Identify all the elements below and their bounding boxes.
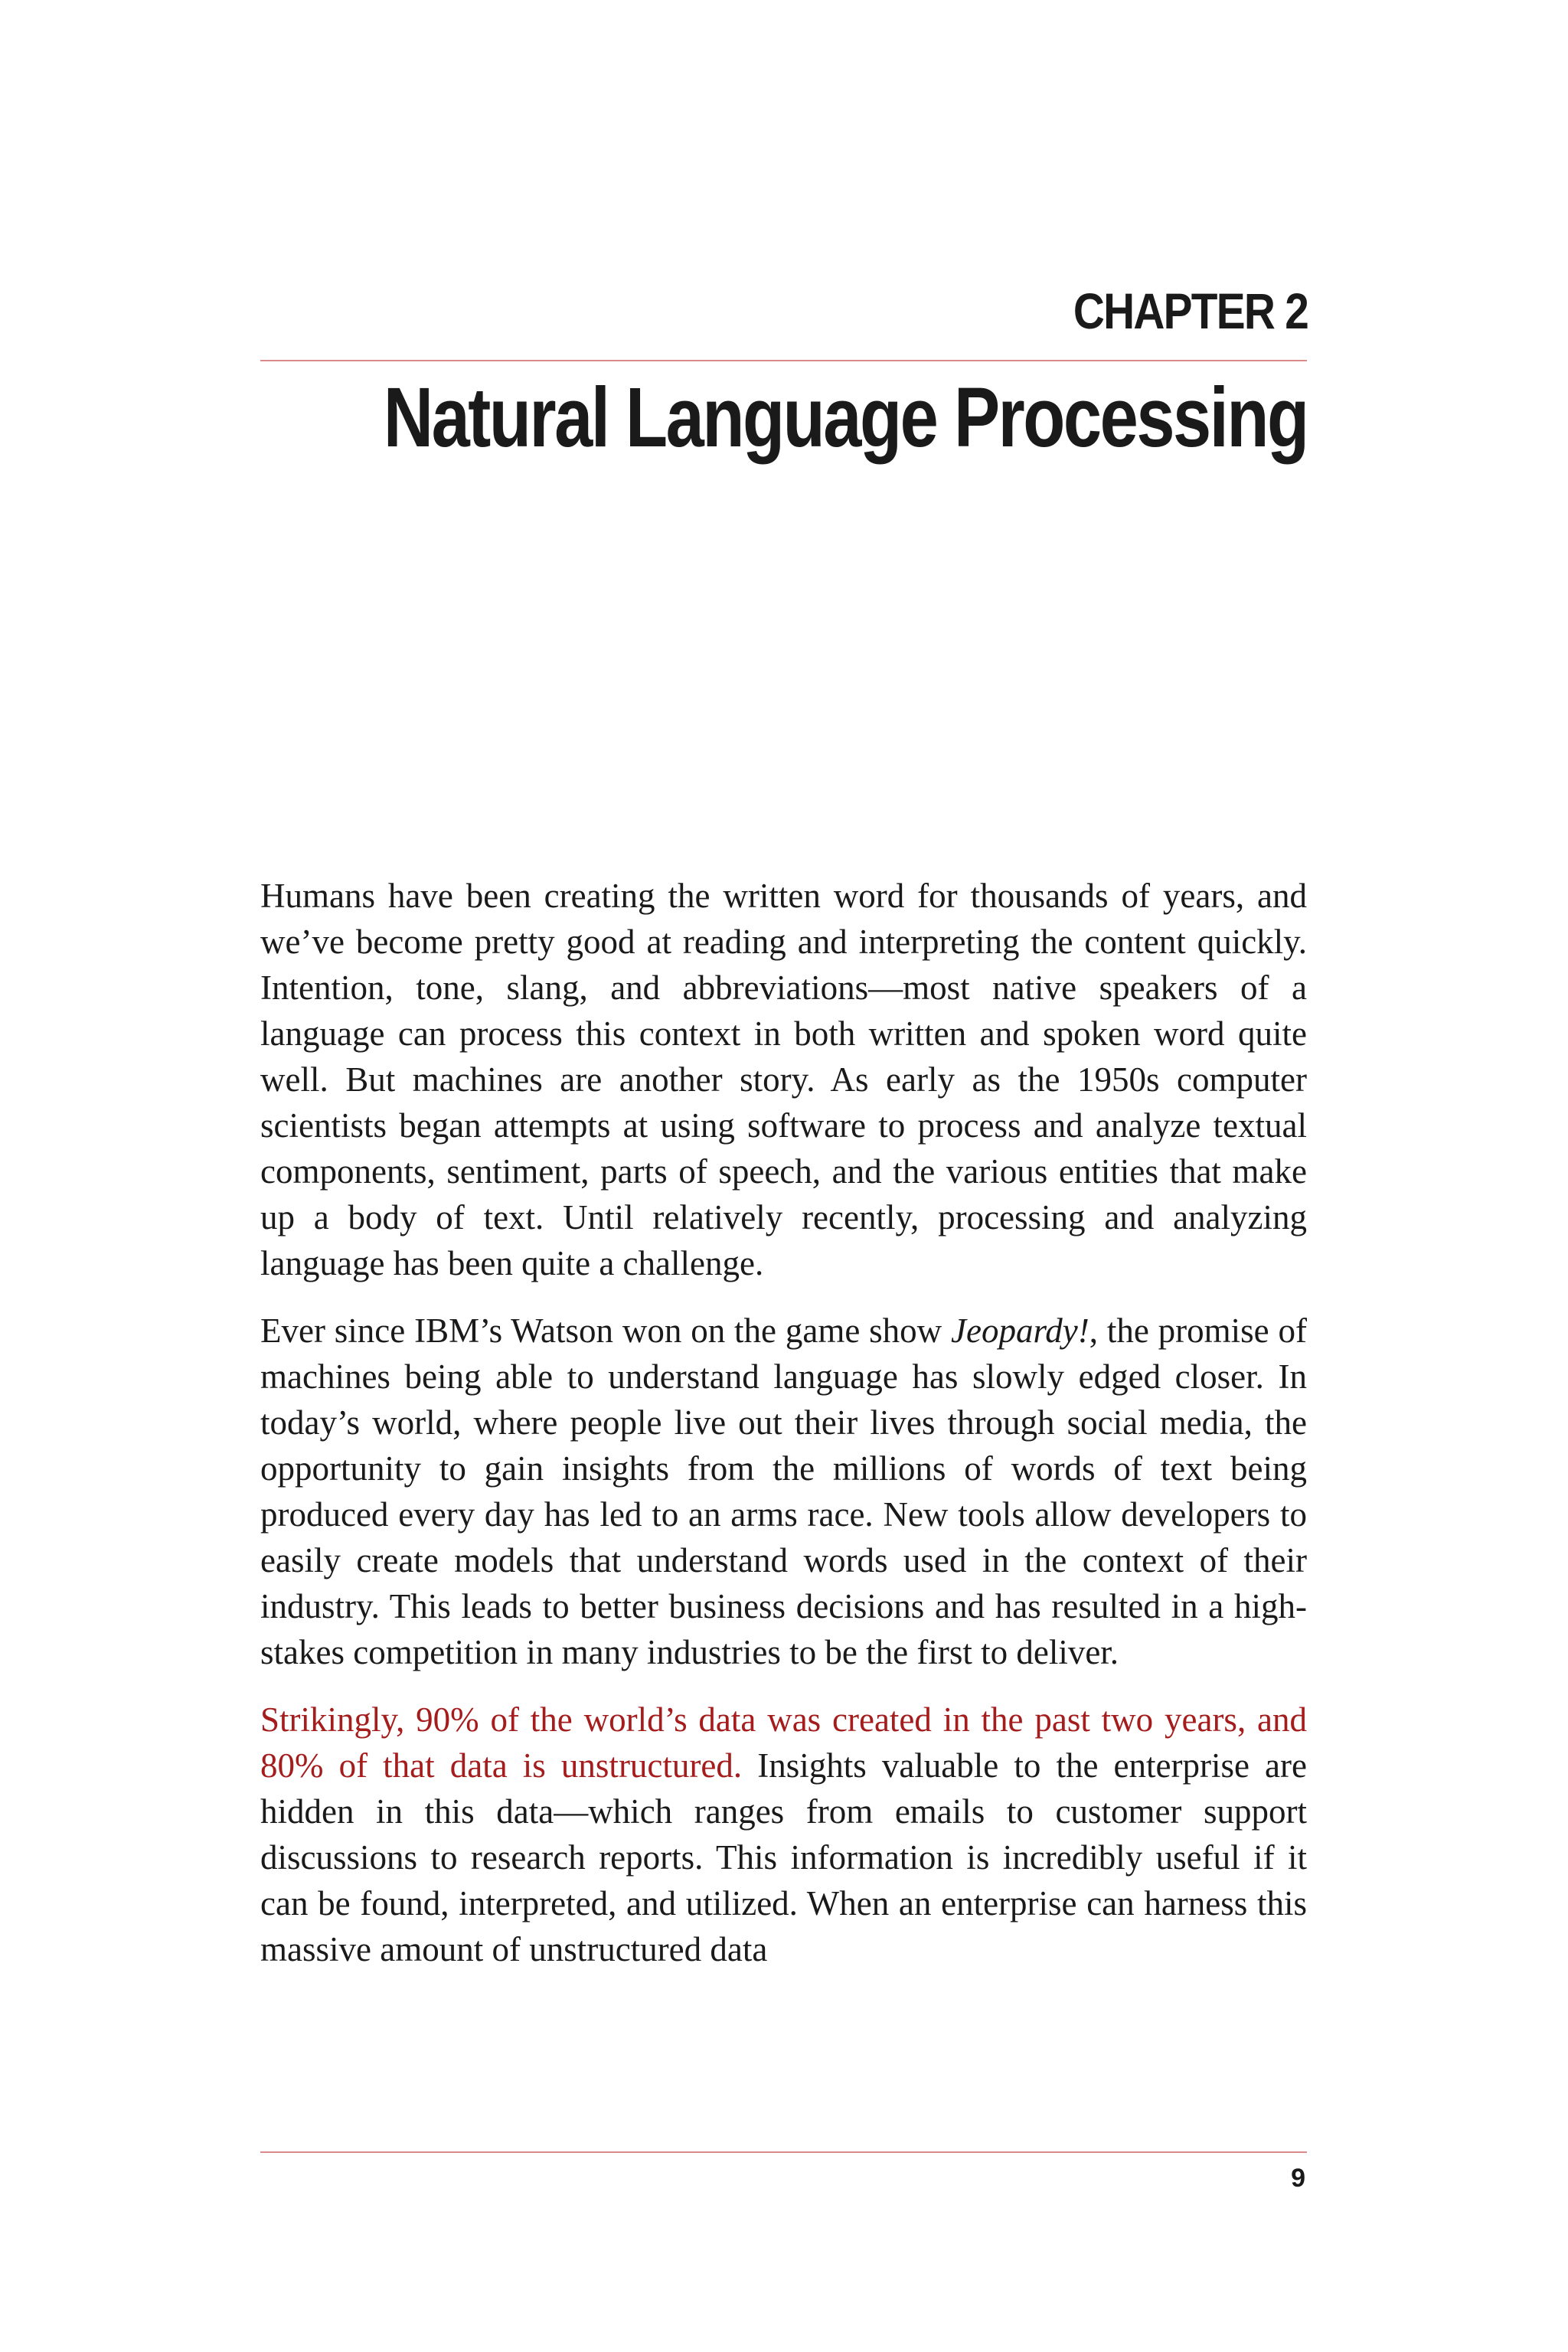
paragraph-1: Humans have been creating the written word for thousands of years, and we’ve become pretty good at reading and interpreting the content quickly. Intention, tone, slang, and abbreviations—most native speakers of a language can process this context in both written and spoken word quite well. But machines are another story. As early as the 1950s computer scientists began attempts at using software to process and analyze textual components, sentiment, parts of speech, and the various entities that make up a body of text. Until relatively recently, processing and analyzing language has been quite a challenge. xyxy=(260,877,1307,1282)
paragraph-3 xyxy=(260,1697,1307,1972)
paragraph-2-text-before: Ever since IBM’s Watson won on the game show xyxy=(260,1312,952,1350)
highlighted-statistic: Strikingly, 90% of the world’s data was created in the past two years, and 80% of that data is unstructured. xyxy=(260,1700,1307,1785)
page-number: 9 xyxy=(1291,2164,1305,2193)
paragraph-3-text: Insights valuable to the enterprise are hidden in this data—which ranges from emails to customer support discussions to research reports. This information is incredibly useful if it can be found, interpreted, and utilized. When an enterprise can harness this massive amount of unstructured data xyxy=(260,1746,1307,1968)
chapter-body xyxy=(260,873,1307,1994)
paragraph-2-text-after: , the promise of machines being able to understand language has slowly edged closer. In today’s world, where people live out their lives through social media, the opportunity to gain insights from the millions of words of text being produced every day has led to an arms race. New tools allow developers to easily create models that understand words used in the context of their industry. This leads to better business decisions and has resulted in a high-stakes competition in many industries to be the first to deliver. xyxy=(260,1312,1307,1671)
chapter-divider xyxy=(260,360,1307,361)
paragraph-2 xyxy=(260,1308,1307,1675)
chapter-label: CHAPTER 2 xyxy=(1073,283,1308,339)
footer-divider xyxy=(260,2151,1307,2153)
show-title: Jeopardy! xyxy=(951,1312,1089,1350)
chapter-title: Natural Language Processing xyxy=(384,371,1308,465)
